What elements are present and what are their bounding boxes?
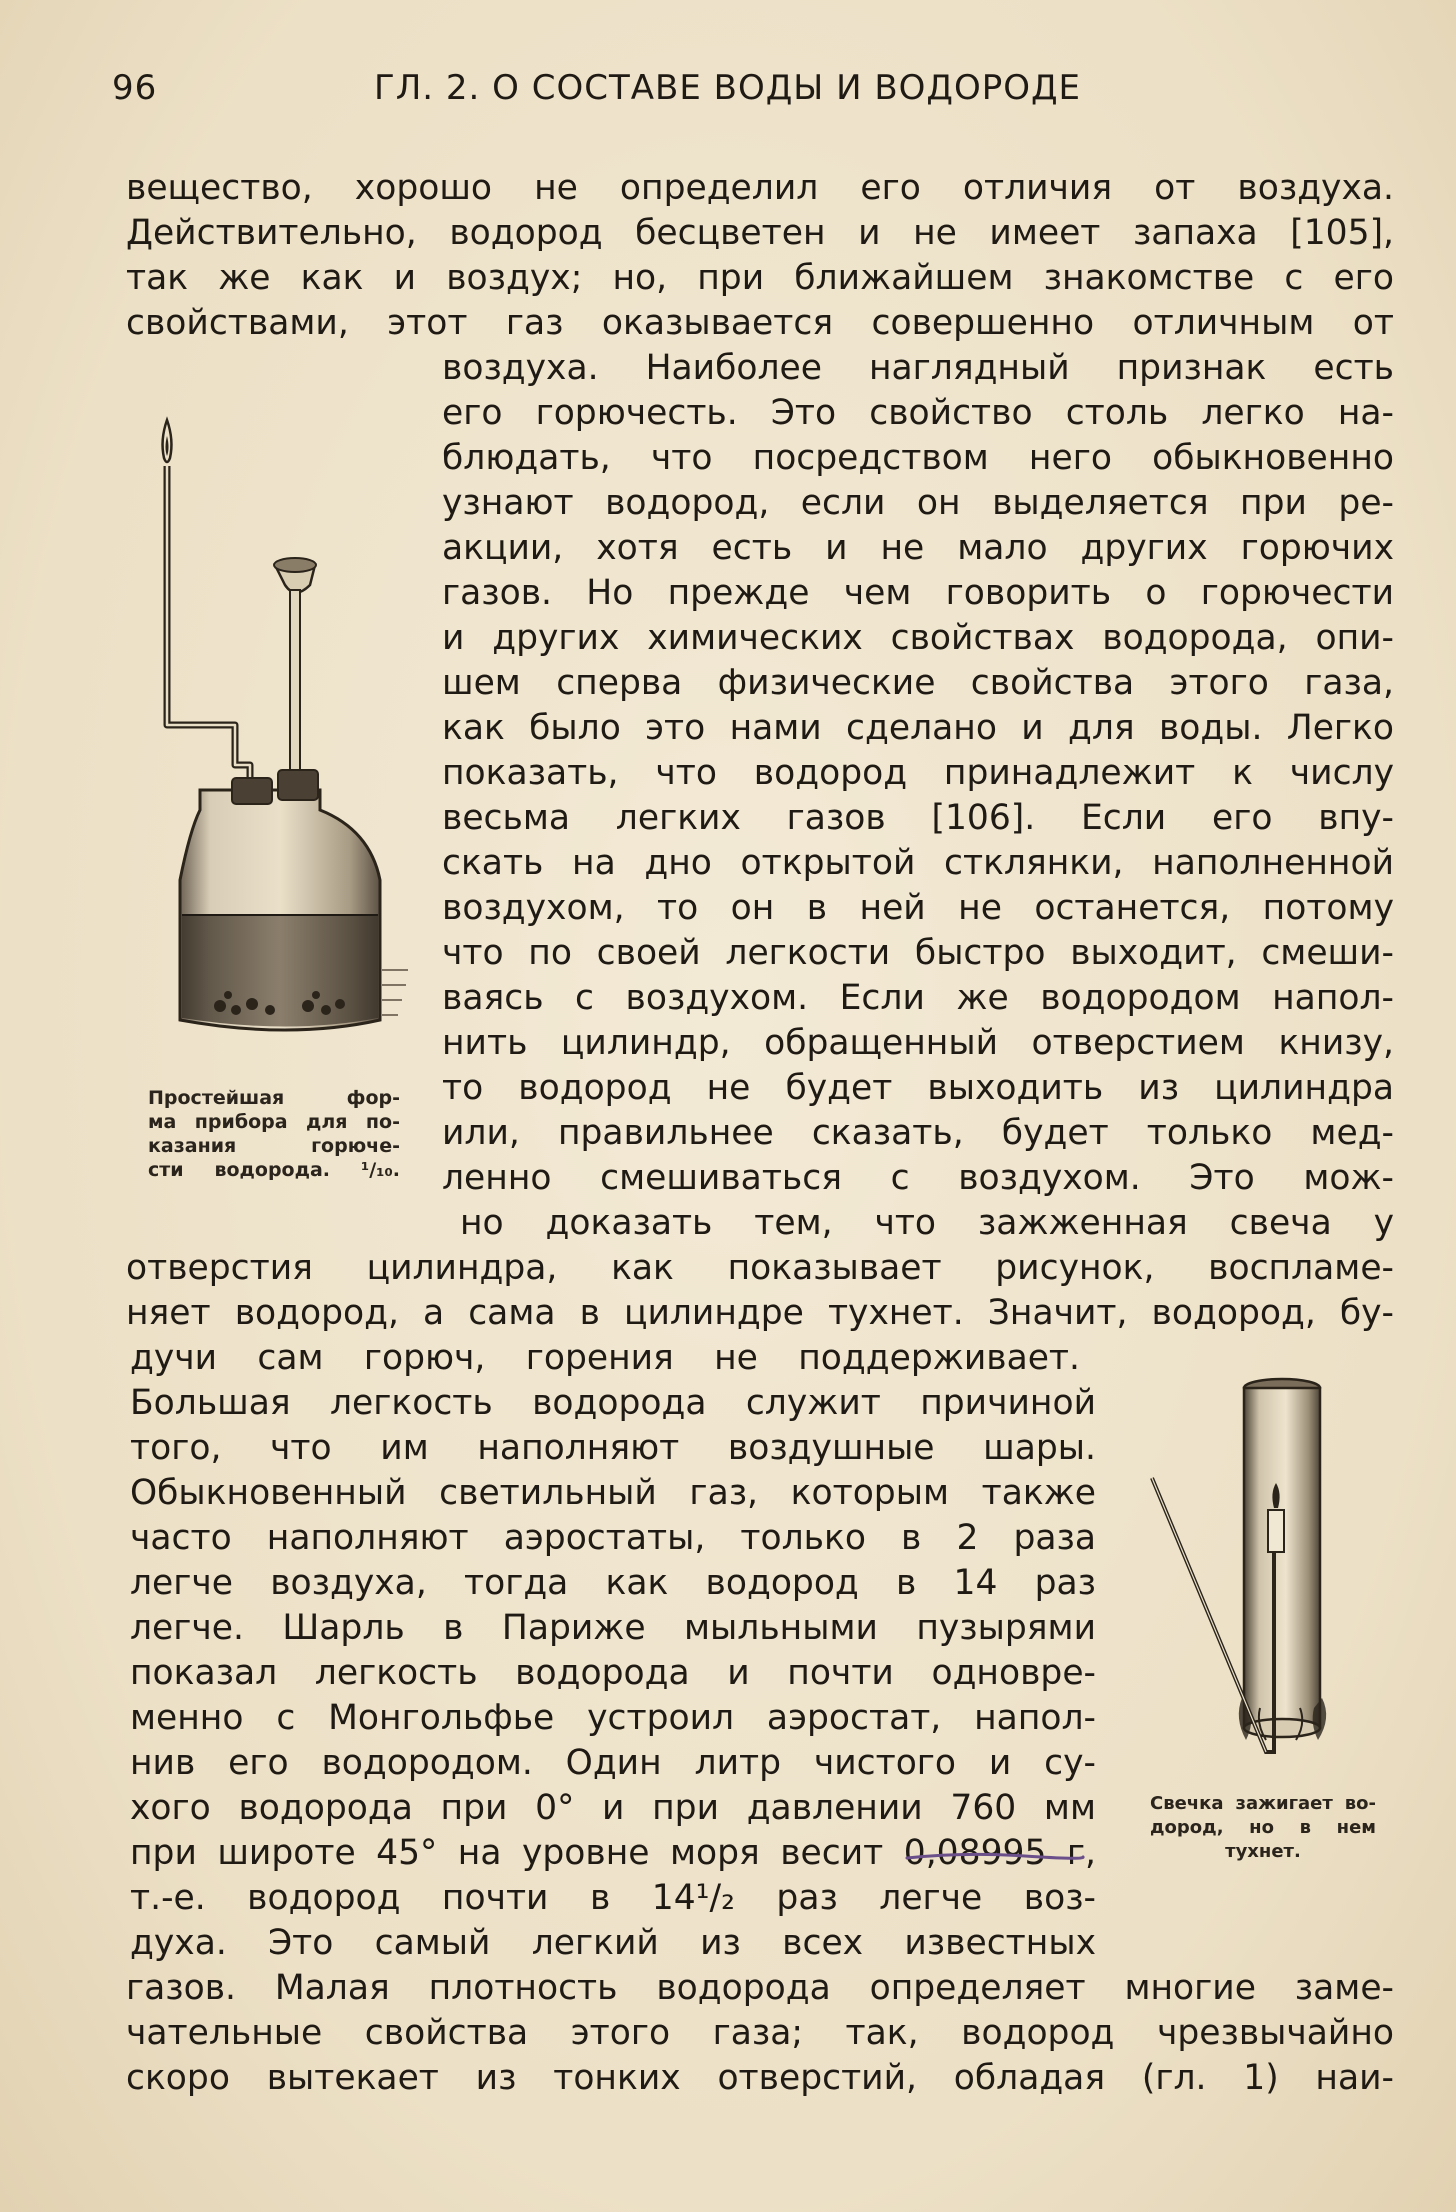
- body-line: вещество, хорошо не определил его отличия от воздуха.: [126, 168, 1394, 208]
- body-line: Обыкновенный светильный газ, которым также: [130, 1473, 1096, 1513]
- running-head: ГЛ. 2. О СОСТАВЕ ВОДЫ И ВОДОРОДЕ: [374, 68, 1082, 108]
- body-line: легче воздуха, тогда как водород в 14 раз: [130, 1563, 1096, 1603]
- body-line: ленно смешиваться с воздухом. Это мож-: [442, 1158, 1394, 1198]
- body-line: блюдать, что посредством него обыкновенно: [442, 438, 1394, 478]
- body-line: чательные свойства этого газа; так, водород чрезвычайно: [126, 2013, 1394, 2053]
- body-line: узнают водород, если он выделяется при ре-: [442, 483, 1394, 523]
- figure1-caption: [148, 1086, 400, 1182]
- body-line: показал легкость водорода и почти одновре-: [130, 1653, 1096, 1693]
- body-line: воздуха. Наиболее наглядный признак есть: [442, 348, 1394, 388]
- body-line: так же как и воздух; но, при ближайшем знакомстве с его: [126, 258, 1394, 298]
- body-line: свойствами, этот газ оказывается совершенно отличным от: [126, 303, 1394, 343]
- caption-line: дород, но в нем: [1150, 1817, 1376, 1838]
- figure2-caption: [1150, 1792, 1376, 1864]
- hydrogen-apparatus-illustration: [140, 410, 410, 1040]
- caption-line: сти водорода. ¹/₁₀.: [148, 1159, 400, 1181]
- body-line: шем сперва физические свойства этого газа,: [442, 663, 1394, 703]
- body-line: воздухом, то он в ней не останется, потому: [442, 888, 1394, 928]
- body-line: при широте 45° на уровне моря весит 0,08995 г,: [130, 1833, 1096, 1873]
- candle-cylinder-illustration: [1150, 1368, 1380, 1768]
- pencil-underline-mark: [905, 1850, 1085, 1866]
- body-line: газов. Но прежде чем говорить о горючести: [442, 573, 1394, 613]
- caption-line: тухнет.: [1225, 1841, 1301, 1862]
- body-line: его горючесть. Это свойство столь легко на-: [442, 393, 1394, 433]
- body-line: Действительно, водород бесцветен и не имеет запаха [105],: [126, 213, 1394, 253]
- body-line: показать, что водород принадлежит к числу: [442, 753, 1394, 793]
- caption-line: Простейшая фор-: [148, 1087, 400, 1109]
- body-line: что по своей легкости быстро выходит, смеши-: [442, 933, 1394, 973]
- body-line: хого водорода при 0° и при давлении 760 мм: [130, 1788, 1096, 1828]
- page-number: 96: [112, 68, 158, 108]
- body-line: часто наполняют аэростаты, только в 2 раза: [130, 1518, 1096, 1558]
- body-line: акции, хотя есть и не мало других горючих: [442, 528, 1394, 568]
- body-line: но доказать тем, что зажженная свеча у: [460, 1203, 1394, 1243]
- body-line: и других химических свойствах водорода, опи-: [442, 618, 1394, 658]
- caption-line: ма прибора для по-: [148, 1111, 400, 1133]
- body-line: отверстия цилиндра, как показывает рисунок, воспламе-: [126, 1248, 1394, 1288]
- body-line: т.-е. водород почти в 14¹/₂ раз легче воз-: [130, 1878, 1096, 1918]
- body-line: дучи сам горюч, горения не поддерживает.: [130, 1338, 1080, 1378]
- caption-line: казания горюче-: [148, 1135, 400, 1157]
- body-line: Большая легкость водорода служит причиной: [130, 1383, 1096, 1423]
- body-line: весьма легких газов [106]. Если его впу-: [442, 798, 1394, 838]
- body-line: то водород не будет выходить из цилиндра: [442, 1068, 1394, 1108]
- body-line: газов. Малая плотность водорода определяет многие заме-: [126, 1968, 1394, 2008]
- body-line: или, правильнее сказать, будет только мед-: [442, 1113, 1394, 1153]
- body-line: того, что им наполняют воздушные шары.: [130, 1428, 1096, 1468]
- body-line: духа. Это самый легкий из всех известных: [130, 1923, 1096, 1963]
- body-line: ваясь с воздухом. Если же водородом напол-: [442, 978, 1394, 1018]
- body-line: няет водород, а сама в цилиндре тухнет. Значит, водород, бу-: [126, 1293, 1394, 1333]
- body-line: легче. Шарль в Париже мыльными пузырями: [130, 1608, 1096, 1648]
- body-line: менно с Монгольфье устроил аэростат, напол-: [130, 1698, 1096, 1738]
- body-line: нив его водородом. Один литр чистого и су-: [130, 1743, 1096, 1783]
- body-line: нить цилиндр, обращенный отверстием книзу,: [442, 1023, 1394, 1063]
- body-line: скоро вытекает из тонких отверстий, обладая (гл. 1) наи-: [126, 2058, 1394, 2098]
- page-header: [112, 68, 1362, 118]
- body-line: скать на дно открытой стклянки, наполненной: [442, 843, 1394, 883]
- caption-line: Свечка зажигает во-: [1150, 1793, 1376, 1814]
- body-line: как было это нами сделано и для воды. Легко: [442, 708, 1394, 748]
